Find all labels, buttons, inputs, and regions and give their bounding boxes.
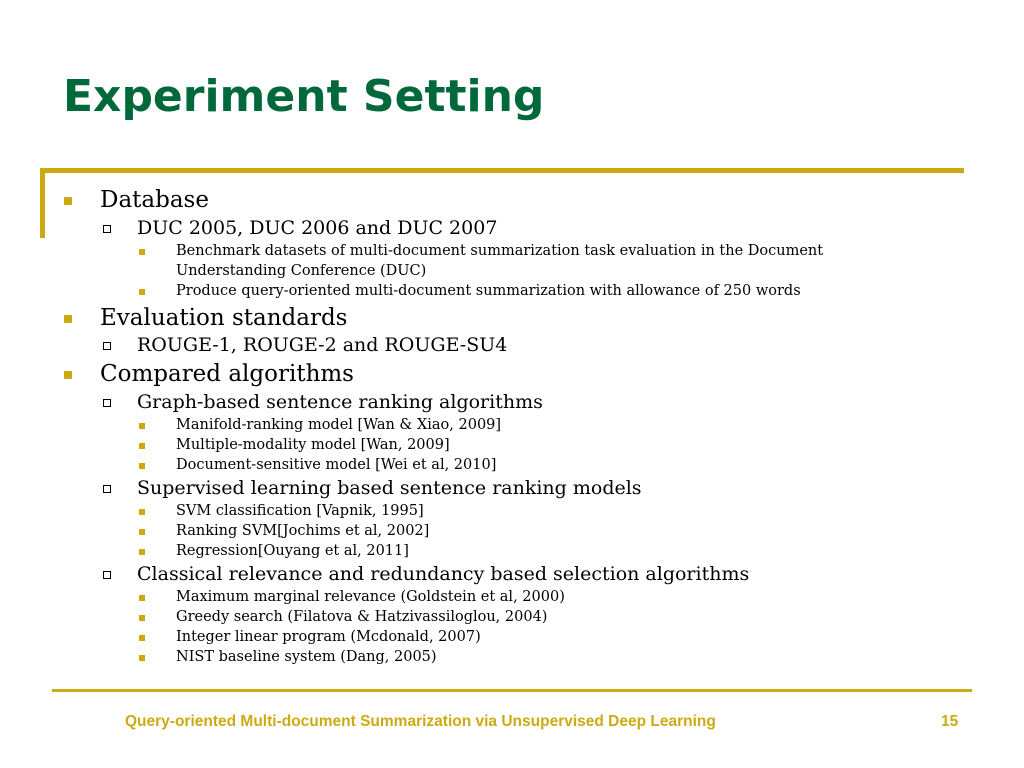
bullet-small-square-icon xyxy=(139,463,145,469)
bullet-small-square-icon xyxy=(139,443,145,449)
slide-title: Experiment Setting xyxy=(63,71,545,122)
bullet-level3: SVM classification [Vapnik, 1995] xyxy=(176,503,424,519)
slide-number: 15 xyxy=(941,713,959,730)
bullet-hollow-square-icon xyxy=(103,225,111,233)
bullet-hollow-square-icon xyxy=(103,485,111,493)
bullet-level2: Supervised learning based sentence ranking models xyxy=(137,477,642,499)
bullet-small-square-icon xyxy=(139,289,145,295)
footer-divider xyxy=(52,689,972,692)
bullet-hollow-square-icon xyxy=(103,571,111,579)
bullet-level3: NIST baseline system (Dang, 2005) xyxy=(176,649,437,665)
bullet-level3: Multiple-modality model [Wan, 2009] xyxy=(176,437,450,453)
bullet-level2: DUC 2005, DUC 2006 and DUC 2007 xyxy=(137,217,498,239)
bullet-level1: Evaluation standards xyxy=(100,305,348,331)
bullet-level3: Document-sensitive model [Wei et al, 2010] xyxy=(176,457,497,473)
bullet-level3: Ranking SVM[Jochims et al, 2002] xyxy=(176,523,430,539)
bullet-square-icon xyxy=(64,371,72,379)
bullet-level3: Greedy search (Filatova & Hatzivassiloglou, 2004) xyxy=(176,609,548,625)
bullet-square-icon xyxy=(64,197,72,205)
footer-text: Query-oriented Multi-document Summarization via Unsupervised Deep Learning xyxy=(125,713,716,730)
bullet-small-square-icon xyxy=(139,529,145,535)
bullet-small-square-icon xyxy=(139,249,145,255)
bullet-level1: Database xyxy=(100,187,209,213)
bullet-small-square-icon xyxy=(139,423,145,429)
bullet-hollow-square-icon xyxy=(103,399,111,407)
bullet-level2: ROUGE-1, ROUGE-2 and ROUGE-SU4 xyxy=(137,334,508,356)
bullet-small-square-icon xyxy=(139,615,145,621)
bullet-square-icon xyxy=(64,315,72,323)
left-accent-bar xyxy=(40,168,45,238)
bullet-level2: Classical relevance and redundancy based selection algorithms xyxy=(137,563,750,585)
bullet-level3: Benchmark datasets of multi-document summarization task evaluation in the Document xyxy=(176,243,824,259)
bullet-hollow-square-icon xyxy=(103,342,111,350)
bullet-small-square-icon xyxy=(139,635,145,641)
bullet-small-square-icon xyxy=(139,509,145,515)
bullet-level2: Graph-based sentence ranking algorithms xyxy=(137,391,543,413)
bullet-level3: Maximum marginal relevance (Goldstein et al, 2000) xyxy=(176,589,565,605)
title-divider xyxy=(40,168,964,173)
bullet-level3: Produce query-oriented multi-document summarization with allowance of 250 words xyxy=(176,283,801,299)
bullet-level3: Integer linear program (Mcdonald, 2007) xyxy=(176,629,481,645)
bullet-level3: Manifold-ranking model [Wan & Xiao, 2009] xyxy=(176,417,502,433)
bullet-level3: Regression[Ouyang et al, 2011] xyxy=(176,543,409,559)
bullet-small-square-icon xyxy=(139,595,145,601)
bullet-level1: Compared algorithms xyxy=(100,361,354,387)
bullet-level3-continuation: Understanding Conference (DUC) xyxy=(176,263,427,279)
bullet-small-square-icon xyxy=(139,549,145,555)
bullet-small-square-icon xyxy=(139,655,145,661)
